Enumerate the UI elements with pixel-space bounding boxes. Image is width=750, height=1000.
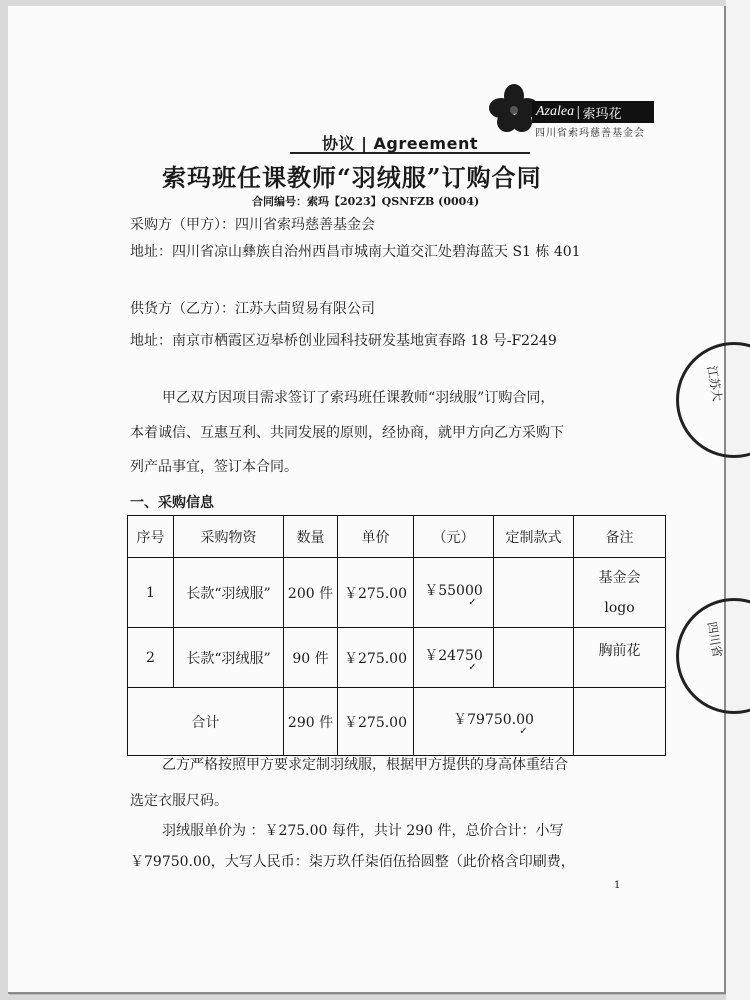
section-heading: 一、采购信息	[130, 495, 214, 511]
party-a-address: 地址：四川省凉山彝族自治州西昌市城南大道交汇处碧海蓝天 S1 栋 401	[130, 244, 581, 260]
sum-note	[574, 688, 666, 756]
agreement-label: 协议 | Agreement	[322, 134, 478, 153]
row-note-line: 基金会	[598, 569, 641, 586]
contract-number: 合同编号：索玛【2023】QSNFZB (0004)	[252, 195, 480, 208]
table-header-row	[128, 516, 666, 558]
header-cell: 备注	[574, 516, 666, 558]
row-style	[494, 558, 574, 628]
logo-cn: 索玛花	[582, 106, 622, 122]
intro-line-2: 本着诚信、互惠互利、共同发展的原则，经协商，就甲方向乙方采购下	[130, 425, 564, 441]
header-cell: 采购物资	[174, 516, 284, 558]
row-no: 1	[128, 558, 174, 628]
sum-qty: 290 件	[284, 688, 338, 756]
row-item: 长款“羽绒服”	[174, 628, 284, 688]
row-total-value: ￥55000	[424, 582, 483, 599]
logo-en: Azalea	[536, 104, 575, 119]
sum-total-value: ￥79750.00	[453, 711, 534, 728]
header-cell: （元）	[414, 516, 494, 558]
row-total-value: ￥24750	[424, 647, 483, 664]
header-cell: 数量	[284, 516, 338, 558]
row-note-line: 胸前花	[598, 643, 641, 659]
row-qty: 90 件	[284, 628, 338, 688]
row-note-line: logo	[604, 599, 635, 616]
logo-banner: Azalea | 索玛花	[532, 101, 654, 123]
row-item: 长款“羽绒服”	[174, 558, 284, 628]
row-total	[414, 628, 494, 688]
row-price: ￥275.00	[338, 628, 414, 688]
sum-label: 合计	[128, 688, 284, 756]
intro-line-3: 列产品事宜，签订本合同。	[130, 459, 298, 475]
table-sum-row	[128, 688, 666, 756]
table-row	[128, 628, 666, 688]
table-row	[128, 558, 666, 628]
body-p2-line-2: ￥79750.00，大写人民币：柒万玖仟柒佰伍拾圆整（此价格含印刷费，	[130, 854, 575, 870]
header-cell: 定制款式	[494, 516, 574, 558]
row-qty: 200 件	[284, 558, 338, 628]
party-a-name: 采购方（甲方）：四川省索玛慈善基金会	[130, 217, 375, 233]
purchase-table	[127, 515, 666, 756]
intro-line-1: 甲乙双方因项目需求签订了索玛班任课教师“羽绒服”订购合同，	[162, 390, 555, 406]
row-no: 2	[128, 628, 174, 688]
check-mark-icon: ✓	[468, 661, 477, 673]
header-cell: 单价	[338, 516, 414, 558]
body-p1-line-1: 乙方严格按照甲方要求定制羽绒服，根据甲方提供的身高体重结合	[162, 757, 568, 773]
document-page	[8, 6, 726, 994]
company-seal-2: 四川省	[676, 598, 750, 714]
page-number: 1	[614, 880, 621, 891]
row-total	[414, 558, 494, 628]
company-seal: 江苏大	[676, 342, 750, 458]
party-b-name: 供货方（乙方）：江苏大茴贸易有限公司	[130, 301, 375, 317]
check-mark-icon: ✓	[519, 725, 528, 737]
sum-price: ￥275.00	[338, 688, 414, 756]
logo-subtitle: 四川省索玛慈善基金会	[535, 128, 645, 139]
body-p1-line-2: 选定衣服尺码。	[130, 793, 228, 809]
document-title: 索玛班任课教师“羽绒服”订购合同	[162, 163, 542, 192]
row-price: ￥275.00	[338, 558, 414, 628]
party-b-address: 地址：南京市栖霞区迈皋桥创业园科技研发基地寅春路 18 号-F2249	[130, 333, 557, 349]
body-p2-line-1: 羽绒服单价为 ：￥275.00 每件，共计 290 件，总价合计：小写	[162, 823, 564, 839]
row-note	[574, 558, 666, 628]
row-note	[574, 628, 666, 688]
row-style	[494, 628, 574, 688]
sum-total	[414, 688, 574, 756]
check-mark-icon: ✓	[468, 596, 477, 608]
scan-edge	[726, 0, 750, 1000]
header-cell: 序号	[128, 516, 174, 558]
